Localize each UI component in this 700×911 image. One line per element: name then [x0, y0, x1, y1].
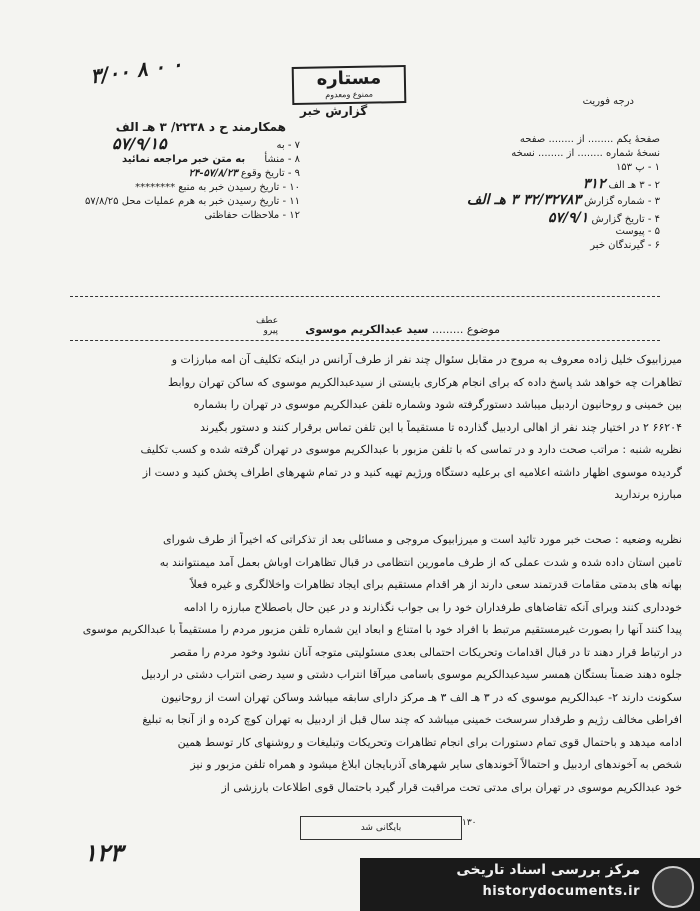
left-field: ۸ - منشأ به متن خبر مراجعه نمائید: [122, 154, 300, 165]
body-line: گردیده موسوی اظهار داشته اعلامیه ای برعلیه دستگاه ورژیم تهیه کنید و در تمام شهرهای اطراف پخش کنید و دست از: [142, 465, 682, 479]
right-field: ۶ - گیرندگان خبر: [590, 240, 660, 251]
body-line: بهانه های بدمتی مقامات قدرتمند سعی دارند از هر اقدام مستقیم برای ایجاد تظاهرات واخلالگری و غیره فعلاً: [190, 578, 682, 591]
body-line: افراطی مخالف رژیم و طرفدار سرسخت خمینی میباشد که چند سال قبل از اردبیل به تهران کوچ کرده و از آنجا به تبلیغ: [142, 713, 682, 726]
collaborator-code: همکارمند ح د ۲۲۳۸/ ۳ هـ الف: [115, 120, 286, 134]
body-line: پیدا کنند آنها را بصورت غیرمستقیم مرتبط با افراد خود با امتناع و ابعاد این شماره تلفن مزبور مردم را مستقیماً با عبدالکریم موسوی: [82, 623, 682, 636]
body-line: خودداری کنند وبرای آنکه تقاضاهای طرفداران خود را بی جواب نگذارند و در عین حال باصطلاح مبارزه را ادامه: [183, 600, 682, 614]
body-line: جلوه دهند ضمناً بستگان همسر سیدعبدالکریم موسوی باسامی میرآقا انتراب دشتی و سید رضی انتراب دشتی در اردبیل: [141, 668, 682, 681]
right-field: ۳ - شماره گزارش ۳۲/۳۲۷۸۳ ۳ هـ الف: [466, 192, 660, 208]
subject-label: موضوع: [466, 323, 500, 336]
footer-brand: مرکز بررسی اسناد تاریخی: [456, 862, 640, 878]
handwritten-date: ۵۷/۹/۱۵: [112, 134, 167, 153]
page-number: ۱۲۳: [84, 838, 123, 867]
body-line: مبارزه برندارید: [614, 488, 682, 501]
footer-url: historydocuments.ir: [482, 884, 640, 899]
left-field: ۱۲ - ملاحظات حفاظتی: [204, 210, 300, 221]
left-field: ۷ - به: [276, 140, 300, 151]
body-line: در ارتباط قرار دهند تا در قبال اقدامات وتحریکات احتمالی بعدی مسئولیتی متوجه آنان نشود وخود مردم را مقصر: [170, 645, 682, 659]
archive-stamp: بایگانی شد: [300, 816, 462, 840]
priority-label: درجه فوریت: [582, 96, 634, 107]
site-logo-icon: [652, 866, 694, 908]
left-field: ۱۰ - تاریخ رسیدن خبر به منبع ********: [135, 182, 300, 193]
right-fields: [390, 134, 660, 254]
right-field: صفحهٔ یکم ........ از ........ صفحه: [519, 134, 660, 145]
subject-value: سید عبدالکریم موسوی: [305, 323, 429, 336]
handwritten-note: ۳/۰۰ ۸ ۰ ۰: [88, 51, 184, 89]
body-line: تامین استان داده شده و شدت عملی که از طرف مامورین انتظامی در قبال تظاهرات اوباش بعمل آمد میمنتوانند به: [159, 555, 682, 569]
classification-stamp: [292, 65, 407, 105]
stamp-title: مستاره: [316, 67, 382, 90]
body-line: سکونت دارند ۲- عبدالکریم موسوی که در ۳ هـ الف ۳ هـ مرکز دارای سابقه میباشد وساکن تهران است از روحانیون: [161, 690, 682, 704]
body-line: ادامه میدهد و باحتمال قوی تمام دستورات برای انجام تظاهرات وتحریکات وتبلیغات و روشنهای کار توسط همین: [177, 735, 682, 749]
small-code: ۱۳۰: [462, 818, 477, 828]
body-line: میرزابیوک خلیل زاده معروف به مروج در مقابل سئوال چند نفر از طرف آرانس در اینکه تکلیف آن امه مبارزات و: [171, 353, 682, 366]
body-line: نظریه وضعیه : صحت خبر مورد تائید است و میرزابیوک مروجی و مسائلی بعد از تذکراتی که اخیراً از طرف شورای: [163, 533, 682, 546]
body-line: نظریه شنبه : مراتب صحت دارد و در تماسی که با تلفن مزبور با عبدالکریم موسوی در تهران گرفته شده و کسب تکلیف: [140, 443, 682, 456]
left-field: ۱۱ - تاریخ رسیدن خبر به هرم عملیات محل ۵۷/۸/۲۵: [84, 196, 300, 207]
body-line: شخص به آخوندهای اردبیل و احتمالاً آخوندهای سایر شهرهای آذربایجان ابلاغ میشود و همراه تلفن مزبور و نیز: [190, 758, 682, 771]
right-field: نسخهٔ شماره ........ از ........ نسخه: [511, 148, 660, 159]
body-line: ۶۶۲۰۴ ۲ در اختیار چند نفر از اهالی اردبیل گذارده تا مستقیماً با این تلفن تماس برقرار کنند و دستور بگیرند: [200, 420, 682, 434]
right-field: ۴ - تاریخ گزارش ۵۷/۹/۱: [547, 210, 660, 226]
subject-row: موضوع ......... سید عبدالکریم موسوی: [305, 323, 500, 336]
body-line: تظاهرات چه خواهد شد پاسخ داده که برای انجام هرکاری بایستی از سیدعبدالکریم موسوی که ساکن تهران روابط: [168, 375, 682, 389]
right-field: ۲ - ۳ هـ الف ۳۱۲: [582, 176, 660, 192]
body-line: بین خمینی و روحانیون اردبیل میباشد دستورگرفته شود وشماره تلفن عبدالکریم موسوی در تهران را بشماره: [193, 398, 682, 411]
left-fields: [60, 140, 300, 224]
divider: [70, 296, 660, 297]
stamp-sub: ممنوع ومعدوم: [325, 89, 374, 100]
right-field: ۱ - پ ۱۵۳: [615, 162, 660, 173]
divider: [70, 340, 660, 341]
body-line: خود عبدالکریم موسوی در تهران برای مدتی تحت مراقبت قرار گیرد باحتمال قوی اطلاعات بارزشی از: [221, 780, 682, 794]
margin-note: عطف پیرو: [256, 316, 279, 336]
right-field: ۵ - پیوست: [615, 226, 660, 237]
left-field: ۹ - تاریخ وقوع ۵۷/۸/۲۳-۲۴: [188, 168, 300, 179]
report-title: گزارش خبر: [300, 104, 368, 118]
